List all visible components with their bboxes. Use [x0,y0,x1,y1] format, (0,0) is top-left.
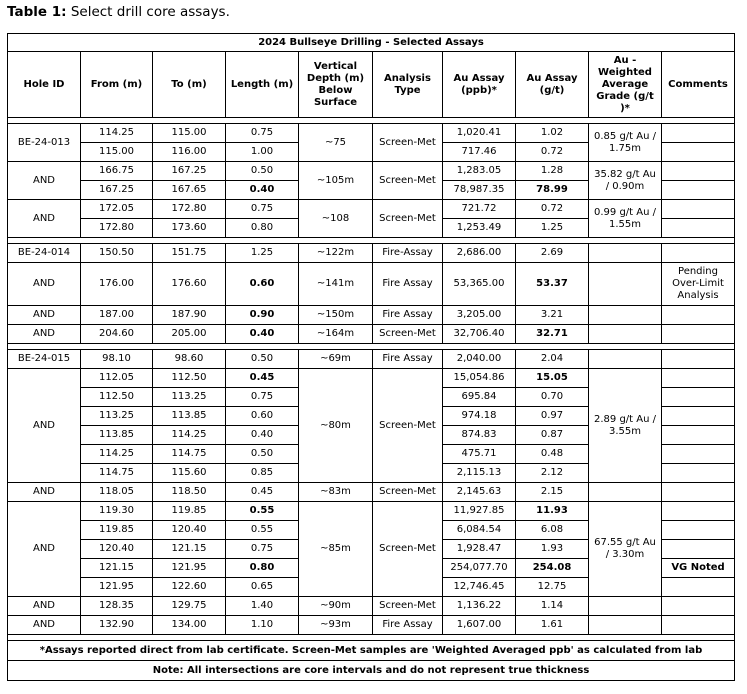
caption-label: Table 1: [7,4,67,20]
footnote-row [8,641,735,661]
au-gt-cell: 254.08 [516,559,589,578]
comment-cell [662,325,735,344]
table-row [8,483,735,502]
au-gt-cell: 1.28 [516,162,589,181]
hole-id-cell: AND [8,325,81,344]
length-cell: 0.45 [226,483,299,502]
hole-id-cell: AND [8,162,81,200]
au-ppb-cell: 53,365.00 [443,263,516,306]
au-gt-cell: 12.75 [516,578,589,597]
vertical-depth-cell: ~85m [299,502,373,597]
hole-id-cell: AND [8,616,81,635]
au-ppb-cell: 78,987.35 [443,181,516,200]
from-cell: 113.85 [81,426,153,445]
hole-id-cell: BE-24-015 [8,350,81,369]
au-gt-cell: 2.69 [516,244,589,263]
comment-cell [662,143,735,162]
column-header-analysis-type: Analysis Type [373,52,443,118]
from-cell: 113.25 [81,407,153,426]
table-row [8,325,735,344]
au-gt-cell: 1.14 [516,597,589,616]
comment-cell [662,502,735,521]
length-cell: 0.80 [226,559,299,578]
au-gt-cell: 1.02 [516,124,589,143]
au-ppb-cell: 1,607.00 [443,616,516,635]
length-cell: 0.50 [226,162,299,181]
to-cell: 119.85 [153,502,226,521]
length-cell: 1.40 [226,597,299,616]
vertical-depth-cell: ~80m [299,369,373,483]
au-ppb-cell: 2,040.00 [443,350,516,369]
comment-cell: VG Noted [662,559,735,578]
footnote-1: *Assays reported direct from lab certificate. Screen-Met samples are 'Weighted Averaged ppb' as calculated from lab [8,641,735,661]
from-cell: 128.35 [81,597,153,616]
comment-cell [662,597,735,616]
hole-id-cell: AND [8,263,81,306]
au-ppb-cell: 3,205.00 [443,306,516,325]
length-cell: 0.55 [226,502,299,521]
from-cell: 119.85 [81,521,153,540]
table-row [8,369,735,388]
comment-cell [662,162,735,181]
au-gt-cell: 2.04 [516,350,589,369]
au-gt-cell: 11.93 [516,502,589,521]
comment-cell [662,306,735,325]
to-cell: 114.25 [153,426,226,445]
length-cell: 0.40 [226,325,299,344]
analysis-type-cell: Fire Assay [373,306,443,325]
au-ppb-cell: 15,054.86 [443,369,516,388]
to-cell: 121.95 [153,559,226,578]
from-cell: 98.10 [81,350,153,369]
analysis-type-cell: Screen-Met [373,124,443,162]
comment-cell [662,578,735,597]
au-gt-cell: 6.08 [516,521,589,540]
footnote-2: Note: All intersections are core intervals and do not represent true thickness [8,661,735,681]
hole-id-cell: AND [8,483,81,502]
length-cell: 1.25 [226,244,299,263]
to-cell: 113.25 [153,388,226,407]
vertical-depth-cell: ~164m [299,325,373,344]
weighted-grade-cell: 0.99 g/t Au / 1.55m [589,200,662,238]
hole-id-cell: AND [8,597,81,616]
au-gt-cell: 0.72 [516,143,589,162]
au-gt-cell: 0.48 [516,445,589,464]
au-ppb-cell: 721.72 [443,200,516,219]
to-cell: 113.85 [153,407,226,426]
vertical-depth-cell: ~93m [299,616,373,635]
weighted-grade-cell: 67.55 g/t Au / 3.30m [589,502,662,597]
au-ppb-cell: 974.18 [443,407,516,426]
from-cell: 114.25 [81,445,153,464]
au-gt-cell: 15.05 [516,369,589,388]
table-row [8,306,735,325]
comment-cell [662,369,735,388]
comment-cell [662,219,735,238]
weighted-grade-cell [589,350,662,369]
weighted-grade-cell: 35.82 g/t Au / 0.90m [589,162,662,200]
assay-table [7,33,735,681]
comment-cell [662,483,735,502]
analysis-type-cell: Screen-Met [373,502,443,597]
to-cell: 115.60 [153,464,226,483]
weighted-grade-cell: 2.89 g/t Au / 3.55m [589,369,662,483]
length-cell: 0.75 [226,200,299,219]
from-cell: 187.00 [81,306,153,325]
analysis-type-cell: Screen-Met [373,369,443,483]
analysis-type-cell: Screen-Met [373,200,443,238]
to-cell: 98.60 [153,350,226,369]
length-cell: 0.90 [226,306,299,325]
comment-cell [662,200,735,219]
au-gt-cell: 1.61 [516,616,589,635]
to-cell: 173.60 [153,219,226,238]
vertical-depth-cell: ~105m [299,162,373,200]
au-ppb-cell: 1,928.47 [443,540,516,559]
analysis-type-cell: Fire-Assay [373,244,443,263]
column-header-hole-id: Hole ID [8,52,81,118]
from-cell: 172.05 [81,200,153,219]
table-row [8,597,735,616]
length-cell: 0.40 [226,426,299,445]
au-gt-cell: 2.12 [516,464,589,483]
au-ppb-cell: 695.84 [443,388,516,407]
comment-cell [662,445,735,464]
to-cell: 134.00 [153,616,226,635]
weighted-grade-cell [589,597,662,616]
comment-cell [662,540,735,559]
analysis-type-cell: Screen-Met [373,483,443,502]
hole-id-cell: BE-24-014 [8,244,81,263]
weighted-grade-cell [589,263,662,306]
to-cell: 205.00 [153,325,226,344]
comment-cell [662,407,735,426]
table-row [8,616,735,635]
column-header-au-ppb: Au Assay (ppb)* [443,52,516,118]
au-gt-cell: 0.97 [516,407,589,426]
weighted-grade-cell [589,306,662,325]
au-ppb-cell: 1,253.49 [443,219,516,238]
table-row [8,124,735,143]
au-ppb-cell: 1,283.05 [443,162,516,181]
vertical-depth-cell: ~90m [299,597,373,616]
from-cell: 112.05 [81,369,153,388]
column-header-au-gt: Au Assay (g/t) [516,52,589,118]
hole-id-cell: AND [8,306,81,325]
from-cell: 115.00 [81,143,153,162]
from-cell: 167.25 [81,181,153,200]
to-cell: 116.00 [153,143,226,162]
au-gt-cell: 0.72 [516,200,589,219]
length-cell: 0.75 [226,540,299,559]
to-cell: 172.80 [153,200,226,219]
au-ppb-cell: 2,115.13 [443,464,516,483]
analysis-type-cell: Screen-Met [373,597,443,616]
from-cell: 114.75 [81,464,153,483]
to-cell: 151.75 [153,244,226,263]
au-gt-cell: 2.15 [516,483,589,502]
weighted-grade-cell: 0.85 g/t Au / 1.75m [589,124,662,162]
au-gt-cell: 3.21 [516,306,589,325]
table-row [8,162,735,181]
column-header-from: From (m) [81,52,153,118]
hole-id-cell: AND [8,369,81,483]
footnote-row [8,661,735,681]
length-cell: 0.60 [226,263,299,306]
weighted-grade-cell [589,616,662,635]
analysis-type-cell: Fire Assay [373,263,443,306]
length-cell: 0.60 [226,407,299,426]
from-cell: 166.75 [81,162,153,181]
au-gt-cell: 0.70 [516,388,589,407]
to-cell: 122.60 [153,578,226,597]
au-ppb-cell: 475.71 [443,445,516,464]
vertical-depth-cell: ~75 [299,124,373,162]
vertical-depth-cell: ~141m [299,263,373,306]
to-cell: 112.50 [153,369,226,388]
vertical-depth-cell: ~69m [299,350,373,369]
from-cell: 150.50 [81,244,153,263]
au-gt-cell: 78.99 [516,181,589,200]
au-ppb-cell: 1,020.41 [443,124,516,143]
au-ppb-cell: 254,077.70 [443,559,516,578]
hole-id-cell: AND [8,502,81,597]
from-cell: 176.00 [81,263,153,306]
table-body [8,118,735,681]
au-ppb-cell: 12,746.45 [443,578,516,597]
length-cell: 0.45 [226,369,299,388]
table-row [8,244,735,263]
from-cell: 120.40 [81,540,153,559]
comment-cell [662,124,735,143]
comment-cell [662,388,735,407]
comment-cell [662,521,735,540]
comment-cell [662,350,735,369]
vertical-depth-cell: ~122m [299,244,373,263]
length-cell: 0.85 [226,464,299,483]
from-cell: 114.25 [81,124,153,143]
au-ppb-cell: 874.83 [443,426,516,445]
au-gt-cell: 1.25 [516,219,589,238]
from-cell: 172.80 [81,219,153,238]
au-ppb-cell: 2,145.63 [443,483,516,502]
length-cell: 1.00 [226,143,299,162]
from-cell: 119.30 [81,502,153,521]
vertical-depth-cell: ~83m [299,483,373,502]
column-header-to: To (m) [153,52,226,118]
comment-cell [662,181,735,200]
analysis-type-cell: Fire Assay [373,616,443,635]
column-header-vertical-depth: Vertical Depth (m) Below Surface [299,52,373,118]
column-header-length: Length (m) [226,52,299,118]
column-header-weighted-grade: Au - Weighted Average Grade (g/t )* [589,52,662,118]
from-cell: 112.50 [81,388,153,407]
length-cell: 0.40 [226,181,299,200]
analysis-type-cell: Screen-Met [373,162,443,200]
au-ppb-cell: 32,706.40 [443,325,516,344]
to-cell: 129.75 [153,597,226,616]
length-cell: 0.50 [226,350,299,369]
weighted-grade-cell [589,244,662,263]
analysis-type-cell: Fire Assay [373,350,443,369]
length-cell: 0.75 [226,388,299,407]
au-gt-cell: 1.93 [516,540,589,559]
au-ppb-cell: 1,136.22 [443,597,516,616]
comment-cell [662,616,735,635]
from-cell: 204.60 [81,325,153,344]
comment-cell [662,244,735,263]
to-cell: 121.15 [153,540,226,559]
vertical-depth-cell: ~150m [299,306,373,325]
to-cell: 167.65 [153,181,226,200]
comment-cell: Pending Over-Limit Analysis [662,263,735,306]
au-ppb-cell: 717.46 [443,143,516,162]
vertical-depth-cell: ~108 [299,200,373,238]
to-cell: 114.75 [153,445,226,464]
au-ppb-cell: 2,686.00 [443,244,516,263]
to-cell: 167.25 [153,162,226,181]
weighted-grade-cell [589,483,662,502]
length-cell: 0.55 [226,521,299,540]
table-row [8,200,735,219]
au-ppb-cell: 6,084.54 [443,521,516,540]
column-header-comments: Comments [662,52,735,118]
header-row [8,52,735,118]
length-cell: 0.65 [226,578,299,597]
comment-cell [662,464,735,483]
comment-cell [662,426,735,445]
length-cell: 0.50 [226,445,299,464]
length-cell: 1.10 [226,616,299,635]
caption-text: Select drill core assays. [66,4,230,20]
table-row [8,502,735,521]
from-cell: 121.95 [81,578,153,597]
weighted-grade-cell [589,325,662,344]
from-cell: 121.15 [81,559,153,578]
analysis-type-cell: Screen-Met [373,325,443,344]
to-cell: 118.50 [153,483,226,502]
table-row [8,263,735,306]
to-cell: 176.60 [153,263,226,306]
au-gt-cell: 32.71 [516,325,589,344]
to-cell: 115.00 [153,124,226,143]
au-gt-cell: 53.37 [516,263,589,306]
to-cell: 187.90 [153,306,226,325]
table-caption [7,4,230,20]
length-cell: 0.75 [226,124,299,143]
length-cell: 0.80 [226,219,299,238]
au-ppb-cell: 11,927.85 [443,502,516,521]
from-cell: 132.90 [81,616,153,635]
from-cell: 118.05 [81,483,153,502]
to-cell: 120.40 [153,521,226,540]
hole-id-cell: BE-24-013 [8,124,81,162]
table-title: 2024 Bullseye Drilling - Selected Assays [8,34,735,52]
table-row [8,350,735,369]
au-gt-cell: 0.87 [516,426,589,445]
hole-id-cell: AND [8,200,81,238]
